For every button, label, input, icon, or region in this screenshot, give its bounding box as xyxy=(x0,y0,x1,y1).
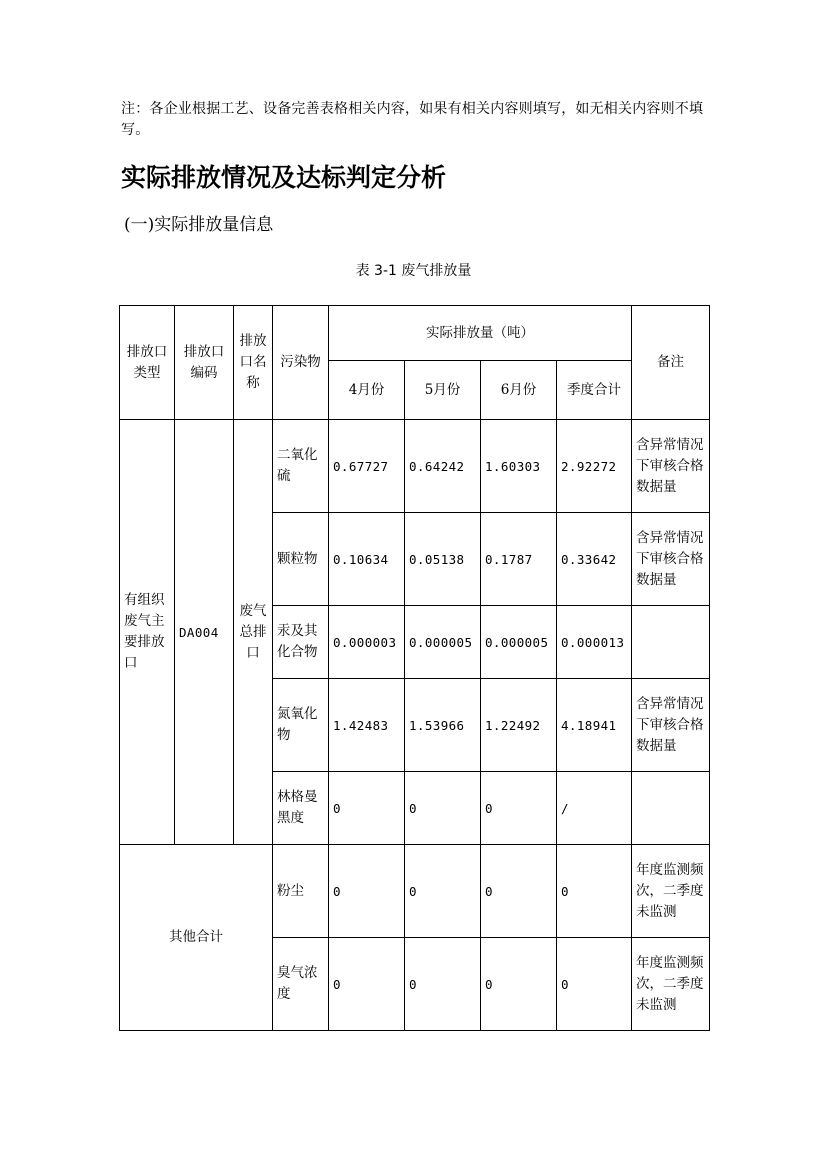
value-cell: 0 xyxy=(481,938,557,1031)
value-cell: 0.000003 xyxy=(329,606,405,679)
value-cell: 1.22492 xyxy=(481,679,557,772)
header-pollutant: 污染物 xyxy=(273,306,329,420)
header-month-5: 5月份 xyxy=(405,361,481,420)
remark-cell xyxy=(632,772,710,845)
value-cell: 0 xyxy=(557,845,632,938)
table-caption: 表 3-1 废气排放量 xyxy=(355,263,472,279)
value-cell: 0.1787 xyxy=(481,513,557,606)
subsection-heading: (一)实际排放量信息 xyxy=(124,215,274,235)
header-quarter-total: 季度合计 xyxy=(557,361,632,420)
header-actual-emission: 实际排放量（吨） xyxy=(329,306,632,361)
pollutant-cell: 颗粒物 xyxy=(273,513,329,606)
table-row xyxy=(120,420,710,513)
pollutant-cell: 粉尘 xyxy=(273,845,329,938)
header-outlet-name: 排放口名称 xyxy=(234,306,273,420)
outlet-type-cell: 有组织废气主要排放口 xyxy=(120,420,175,845)
header-month-4: 4月份 xyxy=(329,361,405,420)
value-cell: 0.10634 xyxy=(329,513,405,606)
value-cell: 2.92272 xyxy=(557,420,632,513)
value-cell: 1.53966 xyxy=(405,679,481,772)
pollutant-cell: 臭气浓度 xyxy=(273,938,329,1031)
outlet-name-cell: 废气总排口 xyxy=(234,420,273,845)
remark-cell: 年度监测频次，二季度未监测 xyxy=(632,938,710,1031)
value-cell: / xyxy=(557,772,632,845)
value-cell: 1.42483 xyxy=(329,679,405,772)
value-cell: 0 xyxy=(405,772,481,845)
pollutant-cell: 氮氧化物 xyxy=(273,679,329,772)
value-cell: 0.05138 xyxy=(405,513,481,606)
outlet-code-cell: DA004 xyxy=(175,420,234,845)
value-cell: 0 xyxy=(557,938,632,1031)
value-cell: 0.64242 xyxy=(405,420,481,513)
value-cell: 0 xyxy=(481,772,557,845)
value-cell: 0 xyxy=(481,845,557,938)
pollutant-cell: 汞及其化合物 xyxy=(273,606,329,679)
value-cell: 0 xyxy=(329,845,405,938)
remark-cell: 含异常情况下审核合格数据量 xyxy=(632,420,710,513)
value-cell: 0.000013 xyxy=(557,606,632,679)
header-outlet-type: 排放口类型 xyxy=(120,306,175,420)
header-outlet-code: 排放口编码 xyxy=(175,306,234,420)
value-cell: 4.18941 xyxy=(557,679,632,772)
pollutant-cell: 二氧化硫 xyxy=(273,420,329,513)
instruction-note: 注：各企业根据工艺、设备完善表格相关内容，如果有相关内容则填写，如无相关内容则不填写。 xyxy=(121,101,704,138)
value-cell: 0 xyxy=(405,845,481,938)
emission-table xyxy=(119,305,710,1031)
remark-cell xyxy=(632,606,710,679)
value-cell: 0 xyxy=(329,938,405,1031)
table-row xyxy=(120,845,710,938)
remark-cell: 年度监测频次，二季度未监测 xyxy=(632,845,710,938)
value-cell: 0.000005 xyxy=(405,606,481,679)
value-cell: 0.000005 xyxy=(481,606,557,679)
value-cell: 1.60303 xyxy=(481,420,557,513)
remark-cell: 含异常情况下审核合格数据量 xyxy=(632,513,710,606)
header-remark: 备注 xyxy=(632,306,710,420)
pollutant-cell: 林格曼黑度 xyxy=(273,772,329,845)
value-cell: 0 xyxy=(329,772,405,845)
value-cell: 0.33642 xyxy=(557,513,632,606)
other-total-label: 其他合计 xyxy=(120,845,273,1031)
header-month-6: 6月份 xyxy=(481,361,557,420)
value-cell: 0.67727 xyxy=(329,420,405,513)
remark-cell: 含异常情况下审核合格数据量 xyxy=(632,679,710,772)
section-heading: 实际排放情况及达标判定分析 xyxy=(121,163,447,192)
value-cell: 0 xyxy=(405,938,481,1031)
